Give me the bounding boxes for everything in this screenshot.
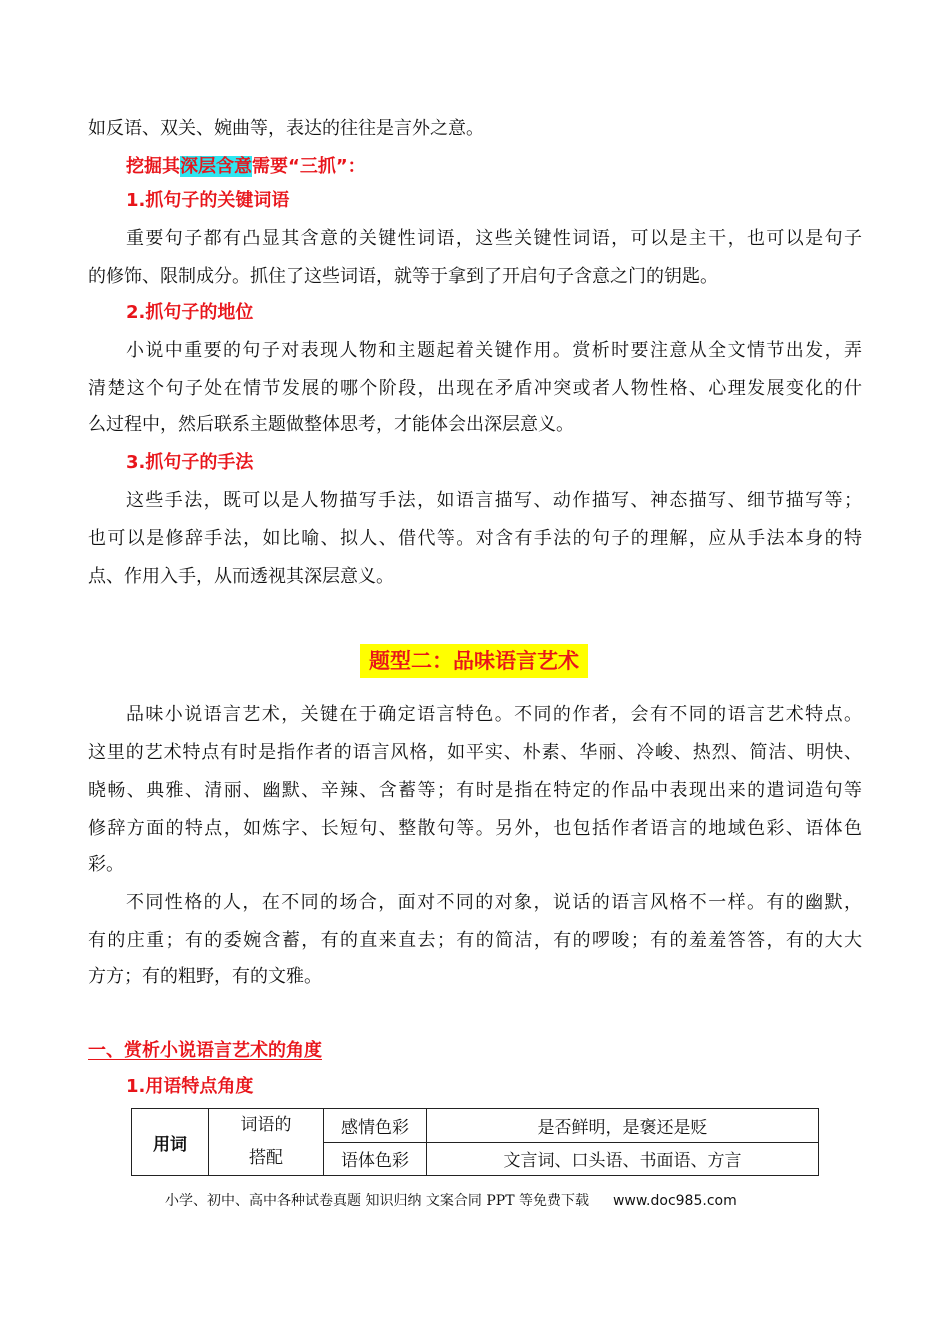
table-cell-aspect: 感情色彩 [324, 1109, 427, 1143]
three-grabs-suffix: 需要“三抓”： [252, 156, 366, 177]
type2-title: 题型二：品味语言艺术 [360, 644, 588, 678]
para2-line: 不同性格的人，在不同的场合，面对不同的对象，说话的语言风格不一样。有的幽默， [126, 892, 862, 913]
para2-line: 有的庄重；有的委婉含蓄，有的直来直去；有的简洁，有的啰唆；有的羞羞答答，有的大大 [88, 930, 862, 951]
para1-line: 这里的艺术特点有时是指作者的语言风格，如平实、朴素、华丽、冷峻、热烈、简洁、明快、 [88, 742, 862, 763]
grab1-heading: 1.抓句子的关键词语 [126, 190, 290, 211]
page-footer [165, 1192, 737, 1210]
table-cell-collocation [209, 1109, 324, 1176]
grab2-line: 么过程中，然后联系主题做整体思考，才能体会出深层意义。 [88, 414, 574, 435]
grab1-line: 的修饰、限制成分。抓住了这些词语，就等于拿到了开启句子含意之门的钥匙。 [88, 266, 718, 287]
three-grabs-highlight: 深层含意 [180, 156, 252, 177]
grab1-line: 重要句子都有凸显其含意的关键性词语，这些关键性词语，可以是主干，也可以是句子 [126, 228, 862, 249]
footer-text: 小学、初中、高中各种试卷真题 知识归纳 文案合同 PPT 等免费下载 [165, 1193, 589, 1209]
table-cell-detail: 文言词、口头语、书面语、方言 [427, 1142, 819, 1176]
grab3-line: 点、作用入手，从而透视其深层意义。 [88, 566, 394, 587]
grab3-line: 这些手法，既可以是人物描写手法，如语言描写、动作描写、神态描写、细节描写等； [126, 490, 862, 511]
table-cell-aspect: 语体色彩 [324, 1142, 427, 1176]
table-cell-detail: 是否鲜明，是褒还是贬 [427, 1109, 819, 1143]
collocation-line-1: 词语的 [240, 1115, 292, 1135]
footer-url-link[interactable]: www.doc985.com [612, 1193, 737, 1209]
para1-line: 彩。 [88, 854, 124, 875]
subsection1-heading: 1.用语特点角度 [126, 1076, 254, 1097]
section1-heading: 一、赏析小说语言艺术的角度 [88, 1040, 322, 1061]
grab3-heading: 3.抓句子的手法 [126, 452, 254, 473]
grab3-line: 也可以是修辞手法，如比喻、拟人、借代等。对含有手法的句子的理解，应从手法本身的特 [88, 528, 862, 549]
collocation-line-2: 搭配 [249, 1148, 283, 1168]
para1-line: 品味小说语言艺术，关键在于确定语言特色。不同的作者，会有不同的语言艺术特点。 [126, 704, 862, 725]
table-cell-word-use: 用词 [132, 1109, 209, 1176]
grab2-line: 小说中重要的句子对表现人物和主题起着关键作用。赏析时要注意从全文情节出发，弄 [126, 340, 862, 361]
para1-line: 晓畅、典雅、清丽、幽默、辛辣、含蓄等；有时是指在特定的作品中表现出来的遣词造句等 [88, 780, 862, 801]
para1-line: 修辞方面的特点，如炼字、长短句、整散句等。另外，也包括作者语言的地域色彩、语体色 [88, 818, 862, 839]
intro-tail-text: 如反语、双关、婉曲等，表达的往往是言外之意。 [88, 118, 484, 139]
table-row [132, 1109, 819, 1143]
grab2-heading: 2.抓句子的地位 [126, 302, 254, 323]
three-grabs-prefix: 挖掘其 [126, 156, 180, 177]
para2-line: 方方；有的粗野，有的文雅。 [88, 966, 322, 987]
three-grabs-heading [126, 156, 366, 178]
grab2-line: 清楚这个句子处在情节发展的哪个阶段，出现在矛盾冲突或者人物性格、心理发展变化的什 [88, 378, 862, 399]
usage-table [131, 1108, 819, 1176]
